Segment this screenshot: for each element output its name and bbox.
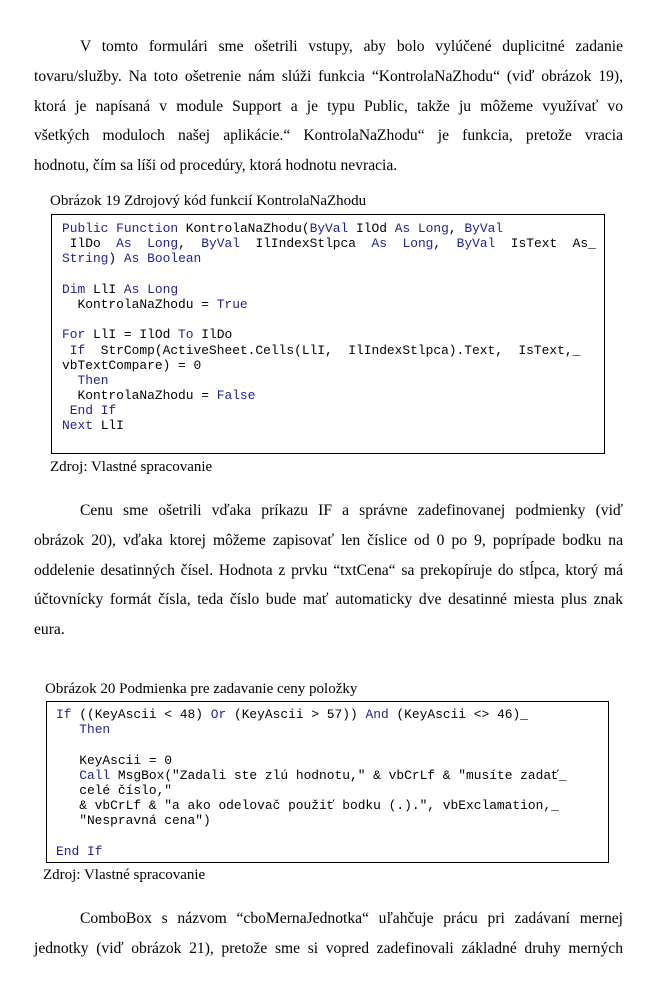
code-line: Then — [79, 722, 111, 738]
code-line — [56, 829, 608, 844]
figure-20-caption: Obrázok 20 Podmienka pre zadavanie ceny položky — [45, 681, 358, 697]
paragraph-line: eura. — [34, 621, 65, 639]
paragraph-1 — [34, 32, 623, 181]
code-line: KontrolaNaZhodu = True — [62, 296, 248, 312]
code-line: End If — [69, 403, 117, 419]
figure-19-caption: Obrázok 19 Zdrojový kód funkcií KontrolaNaZhodu — [50, 193, 367, 209]
code-line: Call MsgBox("Zadali ste zlú hodnotu," & vbCrLf & "musíte zadať_ — [79, 767, 567, 783]
code-line: vbTextCompare) = 0 — [62, 357, 202, 373]
code-line: Then — [77, 372, 109, 388]
code-line: If StrComp(ActiveSheet.Cells(LlI, IlIndexStlpca).Text, IsText,_ — [69, 342, 581, 358]
code-line: Next LlI — [62, 418, 124, 434]
code-line — [62, 267, 604, 282]
paragraph-line: hodnotu, čím sa líši od procedúry, ktorá hodnotu nevracia. — [34, 157, 398, 175]
code-line: If ((KeyAscii < 48) Or (KeyAscii > 57)) And (KeyAscii <> 46)_ — [56, 707, 528, 722]
code-line: "Nespravná cena") — [56, 813, 211, 829]
code-line: & vbCrLf & "a ako odelovač použiť bodku (.).", vbExclamation,_ — [56, 798, 559, 814]
code-line: End If — [56, 843, 103, 859]
paragraph-line: Cenu sme ošetrili vďaka príkazu IF a správne zadefinovanej podmienky (viď — [80, 502, 623, 519]
paragraph-2 — [34, 496, 623, 645]
figure-20-source: Zdroj: Vlastné spracovanie — [43, 867, 206, 883]
code-line: Dim LlI As Long — [62, 281, 179, 297]
code-line: KeyAscii = 0 — [56, 752, 173, 768]
paragraph-3 — [34, 904, 623, 964]
code-line: For LlI = IlOd To IlDo — [62, 327, 233, 343]
paragraph-line: tovaru/služby. Na toto ošetrenie nám slúži funkcia “KontrolaNaZhodu“ (viď obrázok 19), — [34, 67, 623, 85]
paragraph-line: účtovnícky formát čísla, teda číslo bude mať automaticky dve desatinné miesta plus znak — [34, 591, 623, 609]
paragraph-line: obrázok 20), vďaka ktorej môžeme zapisovať len číslice od 0 po 9, poprípade bodku na — [34, 531, 623, 549]
code-line: Public Function KontrolaNaZhodu(ByVal IlOd As Long, ByVal — [62, 221, 504, 236]
figure-20-code-block — [46, 701, 609, 863]
code-line: IlDo As Long, ByVal IlIndexStlpca As Long, ByVal IsText As_ — [62, 236, 596, 252]
paragraph-line: V tomto formulári sme ošetrili vstupy, aby bolo vylúčené duplicitné zadanie — [80, 38, 623, 55]
code-line — [56, 737, 608, 752]
code-line: String) As Boolean — [62, 251, 202, 267]
code-line — [62, 312, 604, 327]
paragraph-line: oddelenie desatinných čísel. Hodnota z prvku “txtCena“ sa prekopíruje do stĺpca, ktorý má — [34, 561, 623, 579]
figure-19-code-block — [51, 214, 605, 454]
paragraph-line: všetkých moduloch našej aplikácie.“ KontrolaNaZhodu“ je funkcia, pretože vracia — [34, 127, 623, 145]
paragraph-line: jednotky (viď obrázok 21), pretože sme si vopred zadefinovali základné druhy merných — [34, 939, 623, 957]
figure-19-source: Zdroj: Vlastné spracovanie — [50, 459, 213, 475]
code-line: celé číslo," — [56, 782, 173, 798]
paragraph-line: ktorá je napísaná v module Support a je typu Public, takže ju môžeme využívať vo — [34, 97, 623, 115]
paragraph-line: ComboBox s názvom “cboMernaJednotka“ uľahčuje prácu pri zadávaní mernej — [80, 910, 623, 927]
code-line: KontrolaNaZhodu = False — [62, 388, 256, 404]
